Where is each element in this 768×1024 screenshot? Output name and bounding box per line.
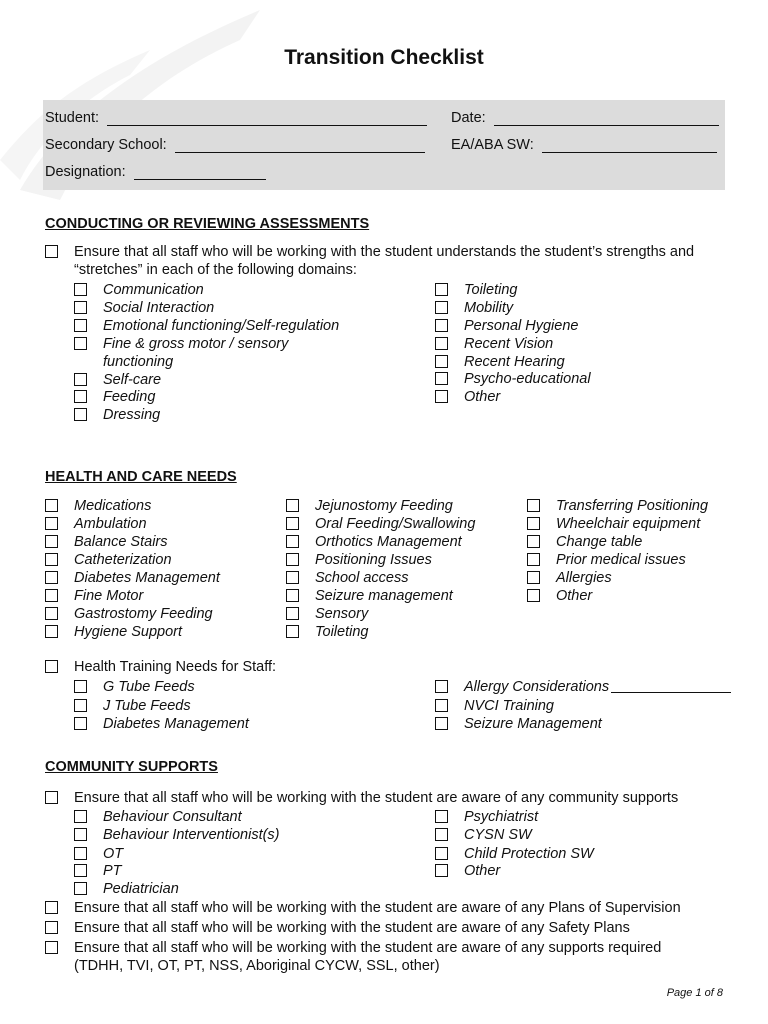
date-input-line[interactable] [494,111,719,126]
assessment-item[interactable] [74,317,339,335]
community-item[interactable] [74,862,122,880]
checkbox[interactable] [45,921,58,934]
training-item[interactable] [435,697,554,715]
training-label: Diabetes Management [103,716,249,732]
health-label: Transferring Positioning [556,498,709,514]
training-label: G Tube Feeds [103,679,195,695]
health-item[interactable] [527,515,700,533]
health-label: Gastrostomy Feeding [74,606,213,622]
assessment-label: Recent Vision [464,336,554,352]
checkbox[interactable] [74,337,87,350]
ea-aba-sw-input-line[interactable] [542,138,717,153]
assessments-heading: CONDUCTING OR REVIEWING ASSESSMENTS [45,216,370,232]
checkbox[interactable] [74,283,87,296]
assessment-label: Dressing [103,407,161,423]
assessment-label: Feeding [103,389,156,405]
checkbox[interactable] [45,941,58,954]
assessment-item[interactable] [435,388,500,406]
checkbox[interactable] [45,245,58,258]
health-label: Oral Feeding/Swallowing [315,516,476,532]
student-input-line[interactable] [107,111,427,126]
checkbox[interactable] [45,660,58,673]
checkbox[interactable] [74,319,87,332]
assessment-label: Fine & gross motor / sensory functioning [103,336,289,370]
assessment-item[interactable] [74,406,160,424]
checkbox[interactable] [74,717,87,730]
safety-plans-label: Ensure that all staff who will be working with the student are aware of any Safety Plans [74,920,630,936]
health-label: Catheterization [74,552,172,568]
health-label: Diabetes Management [74,570,220,586]
checkbox[interactable] [527,553,540,566]
community-label: Other [464,863,501,879]
checkbox[interactable] [286,607,299,620]
training-item[interactable] [435,678,731,696]
checkbox[interactable] [45,535,58,548]
health-item[interactable] [45,623,182,641]
checkbox[interactable] [74,828,87,841]
assessments-ensure-text-2: “stretches” in each of the following domains: [74,262,357,278]
date-label: Date: [451,110,486,126]
health-label: Seizure management [315,588,453,604]
health-label: Balance Stairs [74,534,168,550]
assessment-item[interactable] [74,281,204,299]
assessment-label: Emotional functioning/Self-regulation [103,318,340,334]
checkbox[interactable] [286,571,299,584]
health-label: Allergies [556,570,612,586]
health-item[interactable] [286,497,453,515]
checkbox[interactable] [45,901,58,914]
health-item[interactable] [286,587,453,605]
health-item[interactable] [527,587,592,605]
designation-input-line[interactable] [134,165,266,180]
health-label: Change table [556,534,643,550]
health-label: Other [556,588,593,604]
health-item[interactable] [527,497,708,515]
assessment-label: Mobility [464,300,514,316]
checkbox[interactable] [286,553,299,566]
checkbox[interactable] [435,717,448,730]
health-label: Sensory [315,606,369,622]
assessment-item[interactable] [435,353,565,371]
checkbox[interactable] [74,882,87,895]
designation-label: Designation: [45,164,126,180]
health-label: Jejunostomy Feeding [315,498,453,514]
health-item[interactable] [527,533,642,551]
checkbox[interactable] [45,517,58,530]
checkbox[interactable] [435,699,448,712]
health-item[interactable] [45,551,172,569]
health-item[interactable] [45,515,147,533]
checkbox[interactable] [435,355,448,368]
community-ensure-label: Ensure that all staff who will be working with the student are aware of any community supports [74,790,679,806]
health-training-label: Health Training Needs for Staff: [74,659,277,675]
assessment-item[interactable] [435,335,553,353]
secondary-school-field[interactable] [45,137,425,153]
checkbox[interactable] [435,810,448,823]
assessment-item[interactable] [435,281,517,299]
checkbox[interactable] [435,864,448,877]
checkbox[interactable] [435,283,448,296]
checkbox[interactable] [435,372,448,385]
community-ensure-item[interactable] [45,789,678,807]
training-label: Allergy Considerations [464,679,610,695]
checkbox[interactable] [435,301,448,314]
community-item[interactable] [435,808,538,826]
health-item[interactable] [286,569,409,587]
assessment-item[interactable] [74,299,214,317]
checkbox[interactable] [286,517,299,530]
health-item[interactable] [45,569,220,587]
health-label: Ambulation [74,516,147,532]
assessment-item[interactable] [74,371,161,389]
checkbox[interactable] [45,791,58,804]
community-item[interactable] [74,808,242,826]
designation-field[interactable] [45,164,266,180]
assessment-item[interactable] [435,317,578,335]
assessment-label: Communication [103,282,204,298]
community-item[interactable] [435,845,594,863]
training-label: NVCI Training [464,698,554,714]
assessment-label: Psycho-educational [464,371,591,387]
health-item[interactable] [45,497,151,515]
checkbox[interactable] [286,499,299,512]
checkbox[interactable] [74,408,87,421]
secondary-school-input-line[interactable] [175,138,425,153]
checkbox[interactable] [74,864,87,877]
health-item[interactable] [286,623,368,641]
checkbox[interactable] [45,607,58,620]
checkbox[interactable] [74,301,87,314]
assessment-label: Recent Hearing [464,354,565,370]
health-item[interactable] [286,605,368,623]
assessment-label: Social Interaction [103,300,215,316]
checkbox[interactable] [45,553,58,566]
health-heading: HEALTH AND CARE NEEDS [45,469,237,485]
checkbox[interactable] [286,535,299,548]
health-label: Positioning Issues [315,552,432,568]
community-label: Pediatrician [103,881,179,897]
allergy-input-line[interactable] [611,678,731,693]
assessment-item[interactable] [74,388,155,406]
health-label: School access [315,570,409,586]
assessments-ensure-item[interactable] [45,243,694,279]
training-item[interactable] [435,715,602,733]
health-item[interactable] [45,533,168,551]
date-field[interactable] [451,110,719,126]
checkbox[interactable] [74,680,87,693]
health-item[interactable] [45,605,213,623]
checkbox[interactable] [45,625,58,638]
checkbox[interactable] [286,589,299,602]
health-label: Medications [74,498,152,514]
checkbox[interactable] [527,571,540,584]
checkbox[interactable] [45,571,58,584]
supports-required-text-1: Ensure that all staff who will be working with the student are aware of any supports required [74,940,662,956]
health-label: Orthotics Management [315,534,462,550]
ea-aba-sw-field[interactable] [451,137,717,153]
health-item[interactable] [286,533,462,551]
student-info-box [43,100,725,190]
assessment-label: Toileting [464,282,518,298]
community-label: OT [103,846,124,862]
student-field[interactable] [45,110,427,126]
checkbox[interactable] [527,589,540,602]
checkbox[interactable] [74,373,87,386]
community-label: PT [103,863,122,879]
supports-required-item[interactable] [45,939,661,975]
plans-supervision-label: Ensure that all staff who will be working with the student are aware of any Plans of Supervision [74,900,681,916]
health-item[interactable] [45,587,143,605]
checkbox[interactable] [45,589,58,602]
community-label: Child Protection SW [464,846,594,862]
supports-required-text-2: (TDHH, TVI, OT, PT, NSS, Aboriginal CYCW, SSL, other) [74,958,440,974]
checkbox[interactable] [527,517,540,530]
training-label: Seizure Management [464,716,602,732]
training-item[interactable] [74,697,191,715]
health-label: Fine Motor [74,588,144,604]
checkbox[interactable] [74,390,87,403]
checkbox[interactable] [286,625,299,638]
health-item[interactable] [527,569,612,587]
checkbox[interactable] [74,810,87,823]
health-label: Toileting [315,624,369,640]
page-title: Transition Checklist [284,46,484,69]
community-item[interactable] [74,880,179,898]
checkbox[interactable] [435,680,448,693]
assessment-item[interactable] [435,370,591,388]
safety-plans-item[interactable] [45,919,630,937]
checkbox[interactable] [435,828,448,841]
health-training-item[interactable] [45,658,276,676]
health-label: Prior medical issues [556,552,686,568]
community-label: Behaviour Interventionist(s) [103,827,280,843]
assessments-ensure-text-1: Ensure that all staff who will be working with the student understands the student’s strengths and [74,244,695,260]
health-label: Hygiene Support [74,624,183,640]
training-item[interactable] [74,678,195,696]
community-item[interactable] [74,826,280,844]
training-label: J Tube Feeds [103,698,191,714]
checkbox[interactable] [74,847,87,860]
health-item[interactable] [286,551,432,569]
assessment-item[interactable] [435,299,513,317]
student-label: Student: [45,110,100,126]
community-item[interactable] [74,845,123,863]
plans-supervision-item[interactable] [45,899,681,917]
community-item[interactable] [435,826,532,844]
health-label: Wheelchair equipment [556,516,701,532]
assessment-label: Self-care [103,372,162,388]
health-item[interactable] [286,515,475,533]
checkbox[interactable] [74,699,87,712]
community-label: Behaviour Consultant [103,809,242,825]
checkbox[interactable] [435,337,448,350]
community-heading: COMMUNITY SUPPORTS [45,759,218,775]
assessment-label: Other [464,389,501,405]
ea-aba-sw-label: EA/ABA SW: [451,137,534,153]
assessment-label: Personal Hygiene [464,318,579,334]
assessment-item[interactable] [74,335,314,371]
secondary-school-label: Secondary School: [45,137,167,153]
community-label: CYSN SW [464,827,532,843]
training-item[interactable] [74,715,249,733]
checkbox[interactable] [45,499,58,512]
community-item[interactable] [435,862,500,880]
checkbox[interactable] [435,319,448,332]
checkbox[interactable] [435,390,448,403]
health-item[interactable] [527,551,686,569]
page-number: Page 1 of 8 [666,987,723,999]
checkbox[interactable] [527,499,540,512]
community-label: Psychiatrist [464,809,539,825]
checkbox[interactable] [435,847,448,860]
checkbox[interactable] [527,535,540,548]
